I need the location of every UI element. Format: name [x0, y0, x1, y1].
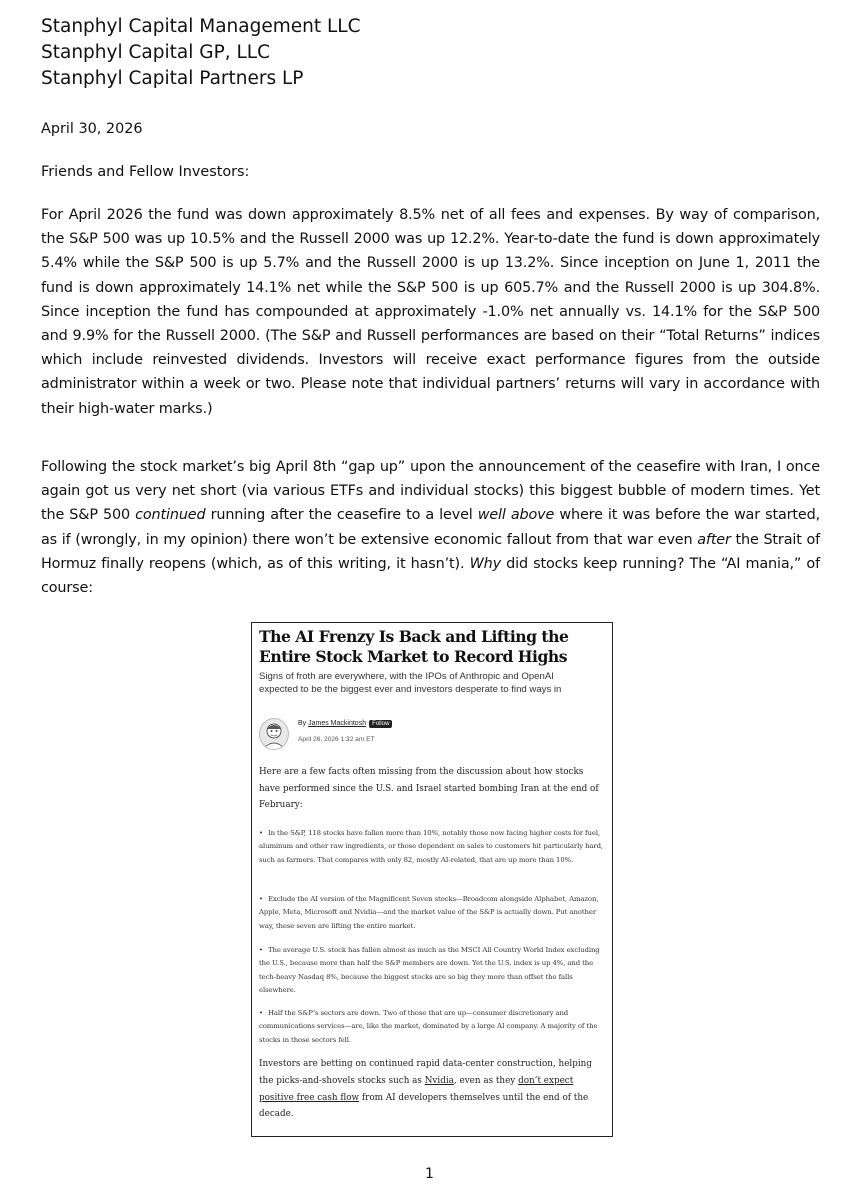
free-cash-flow-link[interactable]: don’t expect positive free cash flow — [259, 1075, 574, 1103]
bullet-text: The average U.S. stock has fallen almost as much as the MSCI All Country World Index excluding the U.S., because more than half the S&P members are down. Yet the U.S. index is up 4%, and the tech-heavy Nasdaq 8%, because the biggest stocks are so big they more than offset the falls elsewhere. — [259, 946, 600, 995]
list-item — [259, 827, 606, 867]
commentary-emphasis-4: Why — [469, 555, 501, 572]
list-item — [259, 944, 606, 998]
letterhead-line-2: Stanphyl Capital GP, LLC — [41, 42, 271, 63]
article-byline — [298, 720, 392, 728]
letterhead-line-1: Stanphyl Capital Management LLC — [41, 16, 361, 37]
commentary-emphasis-3: after — [697, 531, 731, 548]
list-item — [259, 1007, 606, 1047]
article-subhead: Signs of froth are everywhere, with the IPOs of Anthropic and OpenAI expected to be the biggest ever and investors desperate to find ways in — [259, 671, 562, 695]
bullet-text: Exclude the AI version of the Magnificent Seven stocks—Broadcom alongside Alphabet, Amazon, Apple, Meta, Microsoft and Nvidia—and the market value of the S&P is actually down. Put another way, these seven are lifting the entire market. — [259, 895, 599, 930]
commentary-text-5: did stocks keep running? The “AI mania,” of course: — [41, 555, 820, 597]
commentary-emphasis-2: well above — [477, 507, 555, 524]
author-avatar — [259, 718, 289, 750]
follow-button[interactable]: Follow — [369, 720, 392, 728]
closing-text-2: , even as they — [453, 1075, 519, 1086]
bullet-glyph: • — [259, 1009, 263, 1017]
article-dateline: April 26, 2026 1:32 am ET — [298, 736, 375, 743]
salutation: Friends and Fellow Investors: — [41, 164, 250, 180]
letterhead — [41, 14, 361, 92]
article-closing-paragraph — [259, 1056, 609, 1123]
bullet-text: In the S&P, 118 stocks have fallen more than 10%, notably those now facing higher costs for fuel, aluminum and other raw ingredients, or those dependent on sales to customers hit particularly hard, such as farmers. That compares with only 82, mostly AI-related, that are up more than 10%. — [259, 829, 604, 864]
byline-prefix: By — [298, 720, 309, 727]
author-portrait-icon — [260, 719, 288, 749]
article-intro: Here are a few facts often missing from the discussion about how stocks have performed since the U.S. and Israel started bombing Iran at the end of February: — [259, 767, 599, 810]
commentary-text-4: the Strait of Hormuz finally reopens (which, as of this writing, it hasn’t). — [41, 531, 821, 572]
nvidia-link[interactable]: Nvidia — [424, 1075, 454, 1086]
author-link[interactable]: James Mackintosh — [308, 720, 367, 727]
performance-paragraph: For April 2026 the fund was down approximately 8.5% net of all fees and expenses. By way of comparison, the S&P 500 was up 10.5% and the Russell 2000 was up 12.2%. Year-to-date the fund is down approximately 5.4% while the S&P 500 is up 5.7% and the Russell 2000 is up 13.2%. Since inception on June 1, 2011 the fund is down approximately 14.1% net while the S&P 500 is up 605.7% and the Russell 2000 is up 304.8%. Since inception the fund has compounded at approximately -1.0% net annually vs. 14.1% for the S&P 500 and 9.9% for the Russell 2000. (The S&P and Russell performances are based on their “Total Returns” indices which include reinvested dividends. Investors will receive exact performance figures from the outside administrator within a week or two. Please note that individual partners’ returns will vary in accordance with their high-water marks.) — [41, 207, 820, 417]
closing-text-3: from AI developers themselves until the end of the decade. — [259, 1092, 589, 1120]
letter-date: April 30, 2026 — [41, 121, 143, 137]
list-item — [259, 893, 606, 933]
market-commentary-paragraph — [41, 455, 820, 600]
commentary-text-3: where it was before the war started, as if (wrongly, in my opinion) there won’t be extensive economic fallout from that war even — [41, 507, 820, 548]
bullet-glyph: • — [259, 895, 263, 903]
commentary-emphasis-1: continued — [135, 507, 206, 524]
bullet-glyph: • — [259, 946, 263, 954]
article-clipping — [251, 622, 613, 1137]
page-number: 1 — [425, 1166, 434, 1182]
letterhead-line-3: Stanphyl Capital Partners LP — [41, 68, 304, 89]
commentary-text-2: running after the ceasefire to a level — [205, 507, 478, 524]
commentary-text-1: Following the stock market’s big April 8th “gap up” upon the announcement of the ceasefire with Iran, I once again got us very net short (via various ETFs and individual stocks) this biggest bubble of modern times. Yet the S&P 500 — [41, 459, 820, 524]
article-headline: The AI Frenzy Is Back and Lifting the Entire Stock Market to Record Highs — [259, 627, 569, 666]
bullet-glyph: • — [259, 829, 263, 837]
closing-text-1: Investors are betting on continued rapid data-center construction, helping the picks-and-shovels stocks such as — [259, 1059, 592, 1086]
bullet-text: Half the S&P’s sectors are down. Two of those that are up—consumer discretionary and communications services—are, like the market, dominated by a large AI company. A majority of the stocks in those sectors fell. — [259, 1009, 598, 1044]
